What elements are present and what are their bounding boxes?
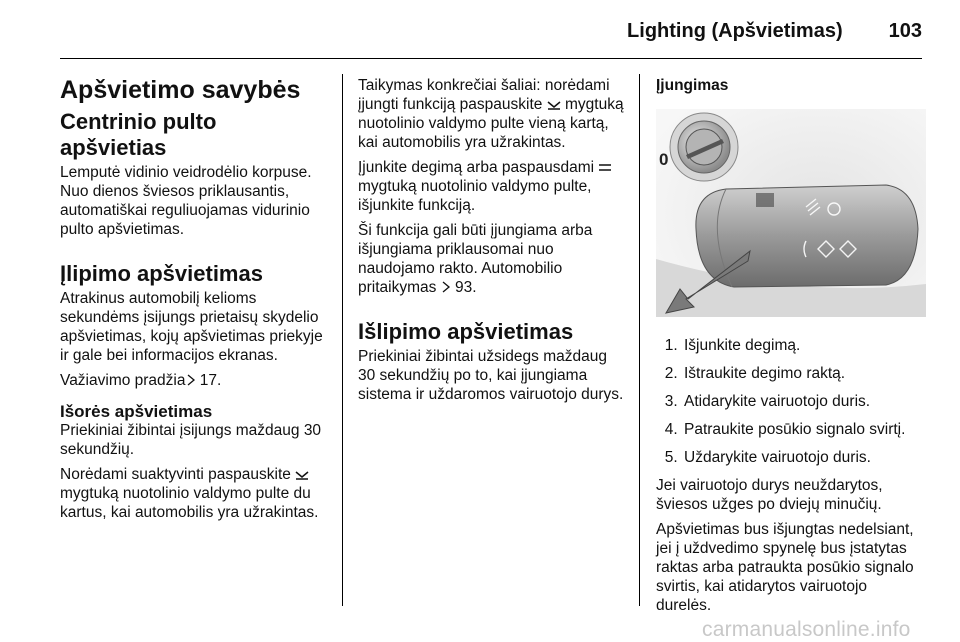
paragraph-disable bbox=[358, 158, 624, 215]
section-heading-console: Centrinio pulto apšvietias bbox=[60, 109, 217, 160]
step-list bbox=[656, 336, 926, 467]
column-3 bbox=[656, 76, 926, 621]
cross-reference-page: 17. bbox=[195, 372, 222, 389]
column-divider-1 bbox=[342, 74, 343, 606]
paragraph-country bbox=[358, 76, 624, 152]
section-text-exterior: Priekiniai žibintai įsijungs maždaug 30 sekundžių. bbox=[60, 422, 322, 458]
section-text-entry: Atrakinus automobilį kelioms sekundėms įsijungs prietaisų skydelio apšvietimas, kojų apšvietimas priekyje ir gale bei informacijos ekranas. bbox=[60, 290, 323, 364]
reference-arrow-icon bbox=[186, 374, 196, 386]
cross-reference-text: Važiavimo pradžia bbox=[60, 372, 186, 389]
ignition-position-label: 0 bbox=[659, 150, 669, 169]
list-item: 3. Atidarykite vairuotojo duris. bbox=[682, 392, 926, 411]
column-2 bbox=[358, 76, 624, 410]
list-item: 5. Uždarykite vairuotojo duris. bbox=[682, 448, 926, 467]
text-span: Įjunkite degimą arba paspausdami bbox=[358, 159, 599, 176]
paragraph-key bbox=[358, 221, 624, 297]
section-text-console: Lemputė vidinio veidrodėlio korpuse. Nuo dienos šviesos priklausantis, automatiškai reguliuojamas vidurinio pulto apšvietimas. bbox=[60, 164, 312, 238]
column-divider-2 bbox=[639, 74, 640, 606]
watermark: carmanualsonline.info bbox=[702, 618, 911, 641]
lock-button-icon bbox=[547, 99, 561, 110]
paragraph-door-open: Jei vairuotojo durys neuždarytos, šviesos užges po dviejų minučių. bbox=[656, 477, 883, 513]
section-heading-entry: Įlipimo apšvietimas bbox=[60, 261, 263, 286]
header-rule bbox=[60, 58, 922, 59]
chapter-title: Lighting (Apšvietimas) bbox=[627, 20, 843, 42]
paragraph-immediate-off: Apšvietimas bus išjungtas nedelsiant, jei į uždvedimo spynelę bus įstatytas raktas arba patraukta posūkio signalo svirtis, kai atidarytos vairuotojo durelės. bbox=[656, 521, 914, 614]
section-text-exterior-2 bbox=[60, 465, 328, 522]
unlock-button-icon bbox=[598, 162, 612, 173]
section-heading-exterior: Išorės apšvietimas bbox=[60, 402, 213, 421]
cross-reference bbox=[60, 371, 328, 390]
text-span: mygtuką nuotolinio valdymo pulte, išjunkite funkciją. bbox=[358, 178, 592, 214]
text-span: 93. bbox=[450, 279, 477, 296]
page-header bbox=[60, 20, 922, 46]
text-span: Taikymas konkrečiai šaliai: norėdami įjungti funkciją paspauskite bbox=[358, 77, 610, 113]
list-item: 2. Ištraukite degimo raktą. bbox=[682, 364, 926, 383]
column-1 bbox=[60, 76, 328, 528]
reference-arrow-icon bbox=[441, 281, 451, 293]
text-span: Norėdami suaktyvinti paspauskite bbox=[60, 466, 296, 483]
section-heading-activation: Įjungimas bbox=[656, 77, 729, 94]
text-span: mygtuką nuotolinio valdymo pulte vieną kartą, kai automobilis yra užrakintas. bbox=[358, 96, 624, 151]
page-title: Apšvietimo savybės bbox=[60, 76, 301, 104]
list-item: 4. Patraukite posūkio signalo svirtį. bbox=[682, 420, 926, 439]
page-number: 103 bbox=[888, 20, 922, 42]
lock-button-icon bbox=[295, 469, 309, 480]
ignition-lever-illustration bbox=[656, 109, 926, 317]
list-item: 1. Išjunkite degimą. bbox=[682, 336, 926, 355]
section-heading-exit: Išlipimo apšvietimas bbox=[358, 319, 574, 344]
text-span: Ši funkcija gali būti įjungiama arba išjungiama priklausomai nuo naudojamo rakto. Automobilio pritaikymas bbox=[358, 222, 593, 296]
text-span: mygtuką nuotolinio valdymo pulte du kartus, kai automobilis yra užrakintas. bbox=[60, 485, 319, 521]
section-text-exit: Priekiniai žibintai užsidegs maždaug 30 sekundžių po to, kai įjungiama sistema ir uždaromos vairuotojo durys. bbox=[358, 348, 624, 403]
